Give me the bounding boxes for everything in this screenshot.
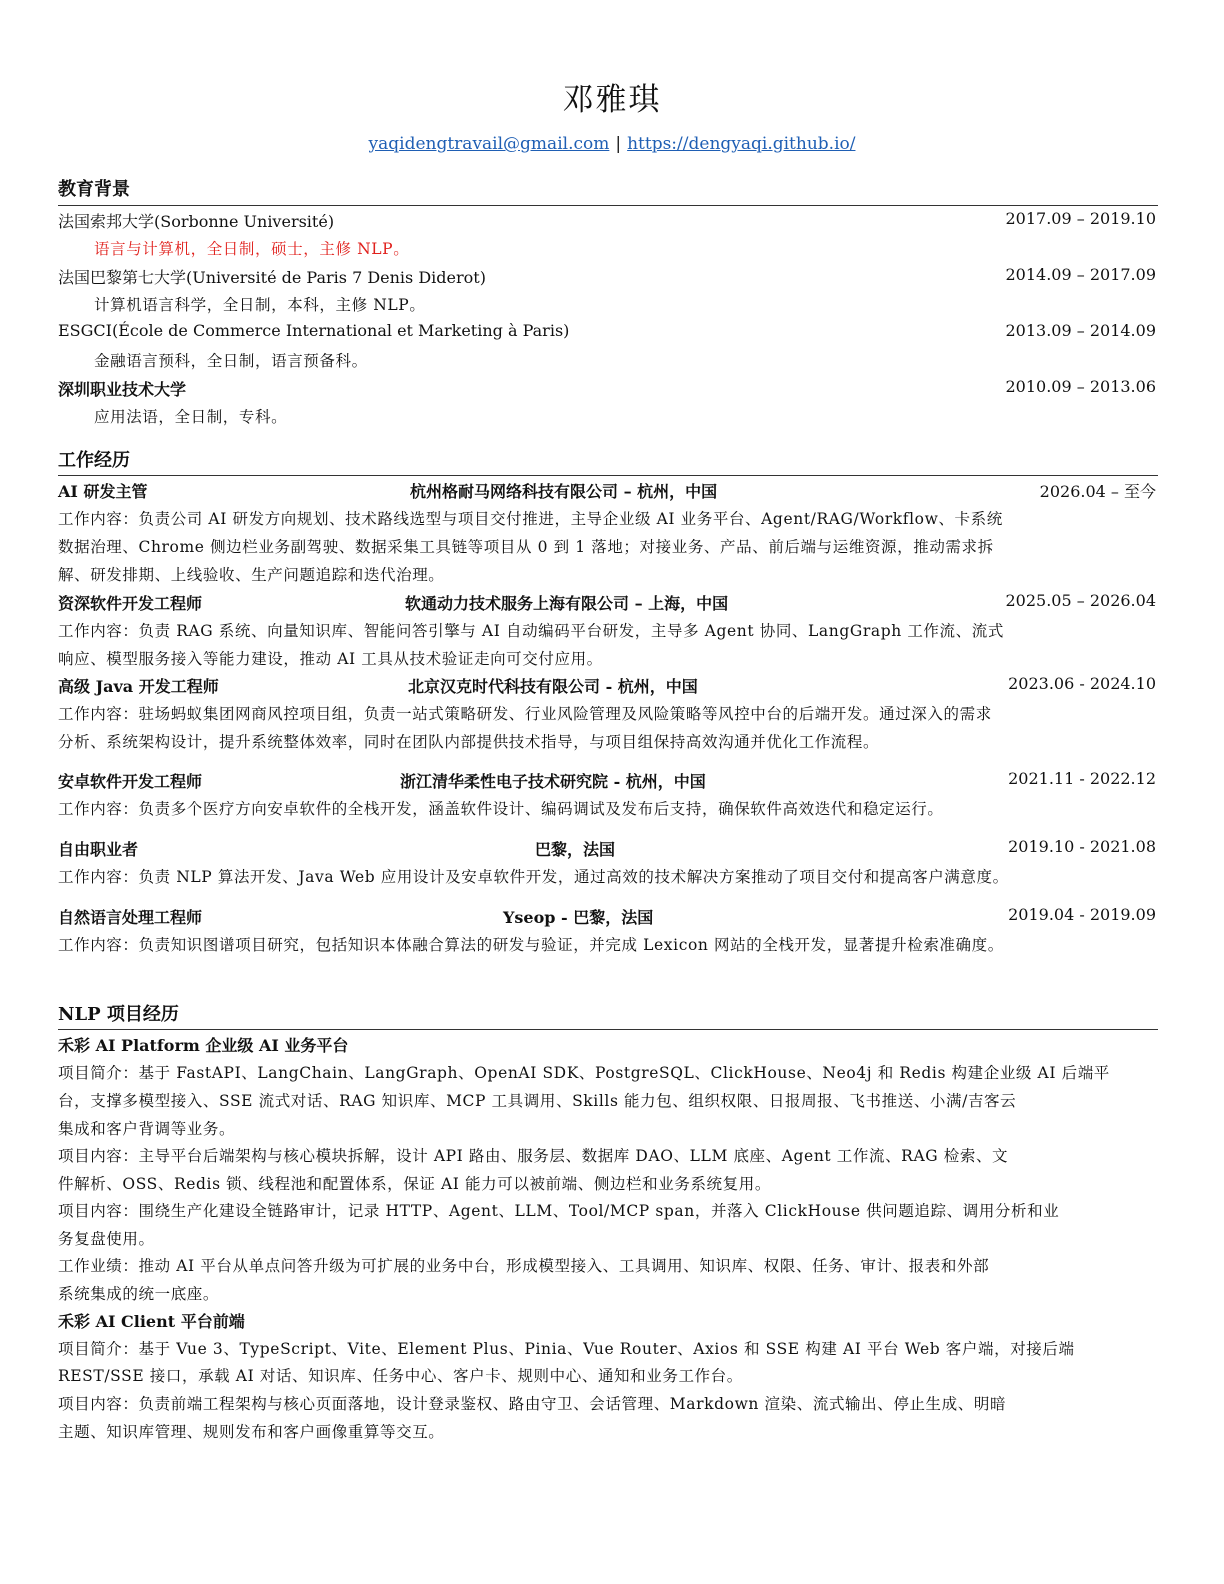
job-company: 浙江清华柔性电子技术研究院 - 杭州，中国: [400, 772, 706, 791]
job-company: 软通动力技术服务上海有限公司 – 上海，中国: [405, 594, 729, 613]
project-name: 禾彩 AI Platform 企业级 AI 业务平台: [58, 1036, 349, 1055]
project-name: 禾彩 AI Client 平台前端: [58, 1312, 245, 1331]
job-dates: 2025.05 – 2026.04: [1005, 591, 1156, 610]
job-description-line: 分析、系统架构设计，提升系统整体效率，同时在团队内部提供技术指导，与项目组保持高效沟通并优化工作流程。: [58, 733, 880, 751]
job-role: 安卓软件开发工程师: [58, 772, 203, 791]
job-dates: 2019.04 - 2019.09: [1008, 905, 1156, 924]
job-dates: 2023.06 - 2024.10: [1008, 674, 1156, 693]
edu-detail: 应用法语，全日制，专科。: [94, 408, 288, 426]
job-description-line: 工作内容：负责多个医疗方向安卓软件的全栈开发，涵盖软件设计、编码调试及发布后支持，确保软件高效迭代和稳定运行。: [58, 800, 944, 818]
job-description-line: 工作内容：负责知识图谱项目研究，包括知识本体融合算法的研发与验证，并完成 Lexicon 网站的全栈开发，显著提升检索准确度。: [58, 936, 1004, 954]
job-company: 杭州格耐马网络科技有限公司 – 杭州，中国: [410, 482, 718, 501]
section-title-education: 教育背景: [58, 179, 130, 200]
edu-school: 法国索邦大学(Sorbonne Université): [58, 212, 335, 231]
job-description-line: 响应、模型服务接入等能力建设，推动 AI 工具从技术验证走向可交付应用。: [58, 650, 603, 668]
edu-dates: 2010.09 – 2013.06: [1005, 377, 1156, 396]
job-company: 巴黎，法国: [535, 840, 616, 859]
project-description-line: 系统集成的统一底座。: [58, 1285, 220, 1303]
edu-detail: 金融语言预科，全日制，语言预备科。: [94, 352, 368, 370]
job-description-line: 解、研发排期、上线验收、生产问题追踪和迭代治理。: [58, 566, 445, 584]
job-role: AI 研发主管: [58, 482, 148, 501]
edu-school: 法国巴黎第七大学(Université de Paris 7 Denis Diderot): [58, 268, 486, 287]
edu-dates: 2014.09 – 2017.09: [1005, 265, 1156, 284]
job-company: 北京汉克时代科技有限公司 - 杭州，中国: [408, 677, 698, 696]
edu-dates: 2013.09 – 2014.09: [1005, 321, 1156, 340]
section-divider: [58, 1029, 1158, 1030]
section-divider: [58, 475, 1158, 476]
section-title-work: 工作经历: [58, 450, 130, 471]
edu-dates: 2017.09 – 2019.10: [1005, 209, 1156, 228]
contact-line: [0, 134, 1224, 154]
job-description-line: 工作内容：负责 NLP 算法开发、Java Web 应用设计及安卓软件开发，通过高效的技术解决方案推动了项目交付和提高客户满意度。: [58, 868, 1009, 886]
email-link[interactable]: yaqidengtravail@gmail.com: [368, 134, 610, 154]
project-description-line: 务复盘使用。: [58, 1230, 155, 1248]
edu-school: 深圳职业技术大学: [58, 380, 187, 399]
project-description-line: 项目简介：基于 Vue 3、TypeScript、Vite、Element Plus、Pinia、Vue Router、Axios 和 SSE 构建 AI 平台 Web 客户端，对接后端: [58, 1340, 1075, 1358]
edu-detail: 语言与计算机，全日制，硕士，主修 NLP。: [94, 240, 410, 258]
project-description-line: REST/SSE 接口，承载 AI 对话、知识库、任务中心、客户卡、规则中心、通知和业务工作台。: [58, 1367, 743, 1385]
project-description-line: 项目内容：负责前端工程架构与核心页面落地，设计登录鉴权、路由守卫、会话管理、Markdown 渲染、流式输出、停止生成、明暗: [58, 1395, 1007, 1413]
job-description-line: 工作内容：负责公司 AI 研发方向规划、技术路线选型与项目交付推进，主导企业级 AI 业务平台、Agent/RAG/Workflow、卡系统: [58, 510, 1003, 528]
job-role: 自然语言处理工程师: [58, 908, 203, 927]
job-role: 自由职业者: [58, 840, 139, 859]
project-description-line: 台，支撑多模型接入、SSE 流式对话、RAG 知识库、MCP 工具调用、Skills 能力包、组织权限、日报周报、飞书推送、小满/吉客云: [58, 1092, 1017, 1110]
job-company: Yseop - 巴黎，法国: [503, 908, 654, 927]
contact-separator: |: [615, 134, 622, 154]
section-title-projects: NLP 项目经历: [58, 1004, 179, 1025]
project-description-line: 件解析、OSS、Redis 锁、线程池和配置体系，保证 AI 能力可以被前端、侧边栏和业务系统复用。: [58, 1175, 771, 1193]
project-description-line: 主题、知识库管理、规则发布和客户画像重算等交互。: [58, 1423, 445, 1441]
edu-school: ESGCI(École de Commerce International et Marketing à Paris): [58, 321, 570, 340]
website-link[interactable]: https://dengyaqi.github.io/: [627, 134, 856, 154]
job-dates: 2026.04 – 至今: [1039, 482, 1156, 501]
job-dates: 2021.11 - 2022.12: [1008, 769, 1156, 788]
project-description-line: 集成和客户背调等业务。: [58, 1120, 236, 1138]
edu-detail: 计算机语言科学，全日制，本科，主修 NLP。: [94, 296, 426, 314]
job-description-line: 数据治理、Chrome 侧边栏业务副驾驶、数据采集工具链等项目从 0 到 1 落地；对接业务、产品、前后端与运维资源，推动需求拆: [58, 538, 994, 556]
job-role: 资深软件开发工程师: [58, 594, 203, 613]
job-description-line: 工作内容：负责 RAG 系统、向量知识库、智能问答引擎与 AI 自动编码平台研发，主导多 Agent 协同、LangGraph 工作流、流式: [58, 622, 1004, 640]
job-description-line: 工作内容：驻场蚂蚁集团网商风控项目组，负责一站式策略研发、行业风险管理及风险策略等风控中台的后端开发。通过深入的需求: [58, 705, 992, 723]
project-description-line: 项目内容：主导平台后端架构与核心模块拆解，设计 API 路由、服务层、数据库 DAO、LLM 底座、Agent 工作流、RAG 检索、文: [58, 1147, 1009, 1165]
candidate-name: 邓雅琪: [562, 82, 662, 118]
project-description-line: 项目简介：基于 FastAPI、LangChain、LangGraph、OpenAI SDK、PostgreSQL、ClickHouse、Neo4j 和 Redis 构建企业级 AI 后端平: [58, 1064, 1110, 1082]
section-divider: [58, 205, 1158, 206]
job-role: 高级 Java 开发工程师: [58, 677, 219, 696]
project-description-line: 项目内容：围绕生产化建设全链路审计，记录 HTTP、Agent、LLM、Tool/MCP span，并落入 ClickHouse 供问题追踪、调用分析和业: [58, 1202, 1060, 1220]
job-dates: 2019.10 - 2021.08: [1008, 837, 1156, 856]
project-description-line: 工作业绩：推动 AI 平台从单点问答升级为可扩展的业务中台，形成模型接入、工具调用、知识库、权限、任务、审计、报表和外部: [58, 1257, 990, 1275]
